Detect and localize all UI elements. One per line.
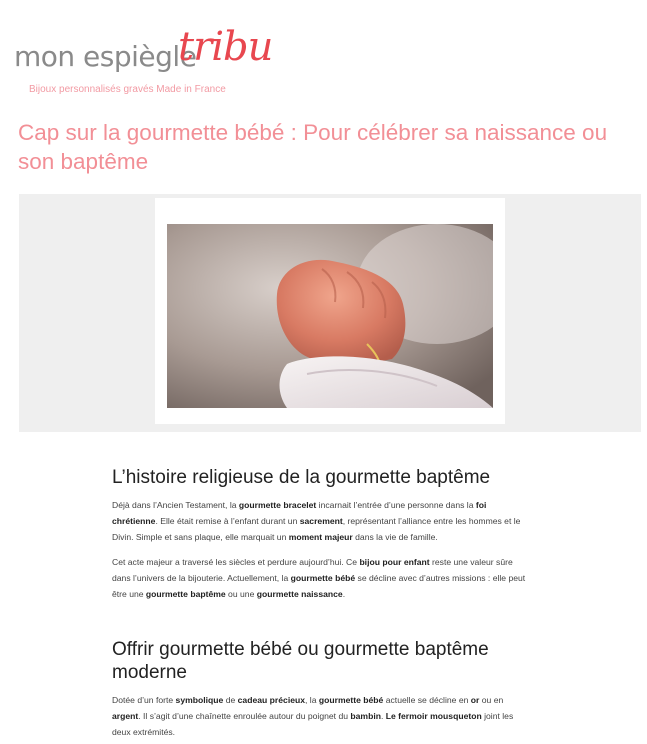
paragraph-text: . Il s’agit d’une chaînette enroulée autour du poignet du bbox=[138, 711, 351, 721]
paragraph-text: se décline avec d’autres missions : elle peut être une bbox=[112, 573, 526, 599]
paragraph-text: dans la vie de famille. bbox=[352, 532, 438, 542]
paragraph-text: . bbox=[342, 589, 346, 599]
paragraph-text: reste une valeur sûre dans l’univers de la bijouterie. Actuellement, la bbox=[112, 557, 513, 583]
section-modern-gourmette bbox=[112, 638, 532, 744]
bold-keyword: or bbox=[470, 695, 480, 705]
baby-fist-illustration bbox=[167, 224, 493, 408]
paragraph-text: incarnait l’entrée d’une personne dans la bbox=[316, 500, 476, 510]
bold-keyword: bambin bbox=[350, 711, 381, 721]
site-tagline: Bijoux personnalisés gravés Made in France bbox=[29, 84, 226, 95]
paragraph-text: , représentant l’alliance entre les hommes et le Divin. Simple et sans plaque, elle marquait un bbox=[112, 516, 521, 542]
site-logo[interactable] bbox=[14, 14, 314, 94]
bold-keyword: bijou pour enfant bbox=[359, 557, 430, 567]
paragraph-text: ou une bbox=[225, 589, 257, 599]
bold-keyword: gourmette baptême bbox=[145, 589, 226, 599]
paragraph-text: de bbox=[223, 695, 238, 705]
paragraph-text: . bbox=[380, 711, 386, 721]
paragraph-text: Déjà dans l’Ancien Testament, la bbox=[112, 500, 239, 510]
section-religious-history bbox=[112, 466, 532, 611]
paragraph-text: joint les deux extrémités. bbox=[112, 711, 514, 737]
section-paragraph bbox=[112, 692, 532, 740]
section-paragraph bbox=[112, 554, 532, 602]
paragraph-text: ou en bbox=[479, 695, 504, 705]
hero-image-frame bbox=[155, 198, 505, 424]
bold-keyword: symbolique bbox=[175, 695, 224, 705]
paragraph-text: actuelle se décline en bbox=[383, 695, 471, 705]
section-paragraph bbox=[112, 497, 532, 545]
paragraph-text: Dotée d’un forte bbox=[112, 695, 176, 705]
paragraph-text: , la bbox=[305, 695, 319, 705]
paragraph-text: Cet acte majeur a traversé les siècles et perdure aujourd’hui. Ce bbox=[112, 557, 360, 567]
section-heading: L’histoire religieuse de la gourmette baptême bbox=[112, 467, 491, 488]
article-title: Cap sur la gourmette bébé : Pour célébrer sa naissance ou son baptême bbox=[18, 120, 608, 174]
bold-keyword: cadeau précieux bbox=[237, 695, 306, 705]
bold-keyword: sacrement bbox=[299, 516, 343, 526]
bold-keyword: argent bbox=[112, 711, 139, 721]
section-heading: Offrir gourmette bébé ou gourmette baptême moderne bbox=[112, 639, 489, 683]
bold-keyword: gourmette bébé bbox=[290, 573, 356, 583]
logo-script: tribu bbox=[178, 24, 273, 70]
bold-keyword: gourmette naissance bbox=[256, 589, 343, 599]
paragraph-text: . Elle était remise à l’enfant durant un bbox=[155, 516, 300, 526]
bold-keyword: moment majeur bbox=[288, 532, 353, 542]
hero-banner bbox=[19, 194, 641, 432]
bold-keyword: gourmette bracelet bbox=[238, 500, 317, 510]
baby-fist-photo-icon bbox=[167, 224, 493, 408]
bold-keyword: Le fermoir mousqueton bbox=[385, 711, 482, 721]
site-header bbox=[0, 0, 647, 110]
logo-wordmark: mon espiègle bbox=[14, 40, 197, 73]
bold-keyword: gourmette bébé bbox=[318, 695, 384, 705]
bold-keyword: foi chrétienne bbox=[112, 500, 487, 526]
